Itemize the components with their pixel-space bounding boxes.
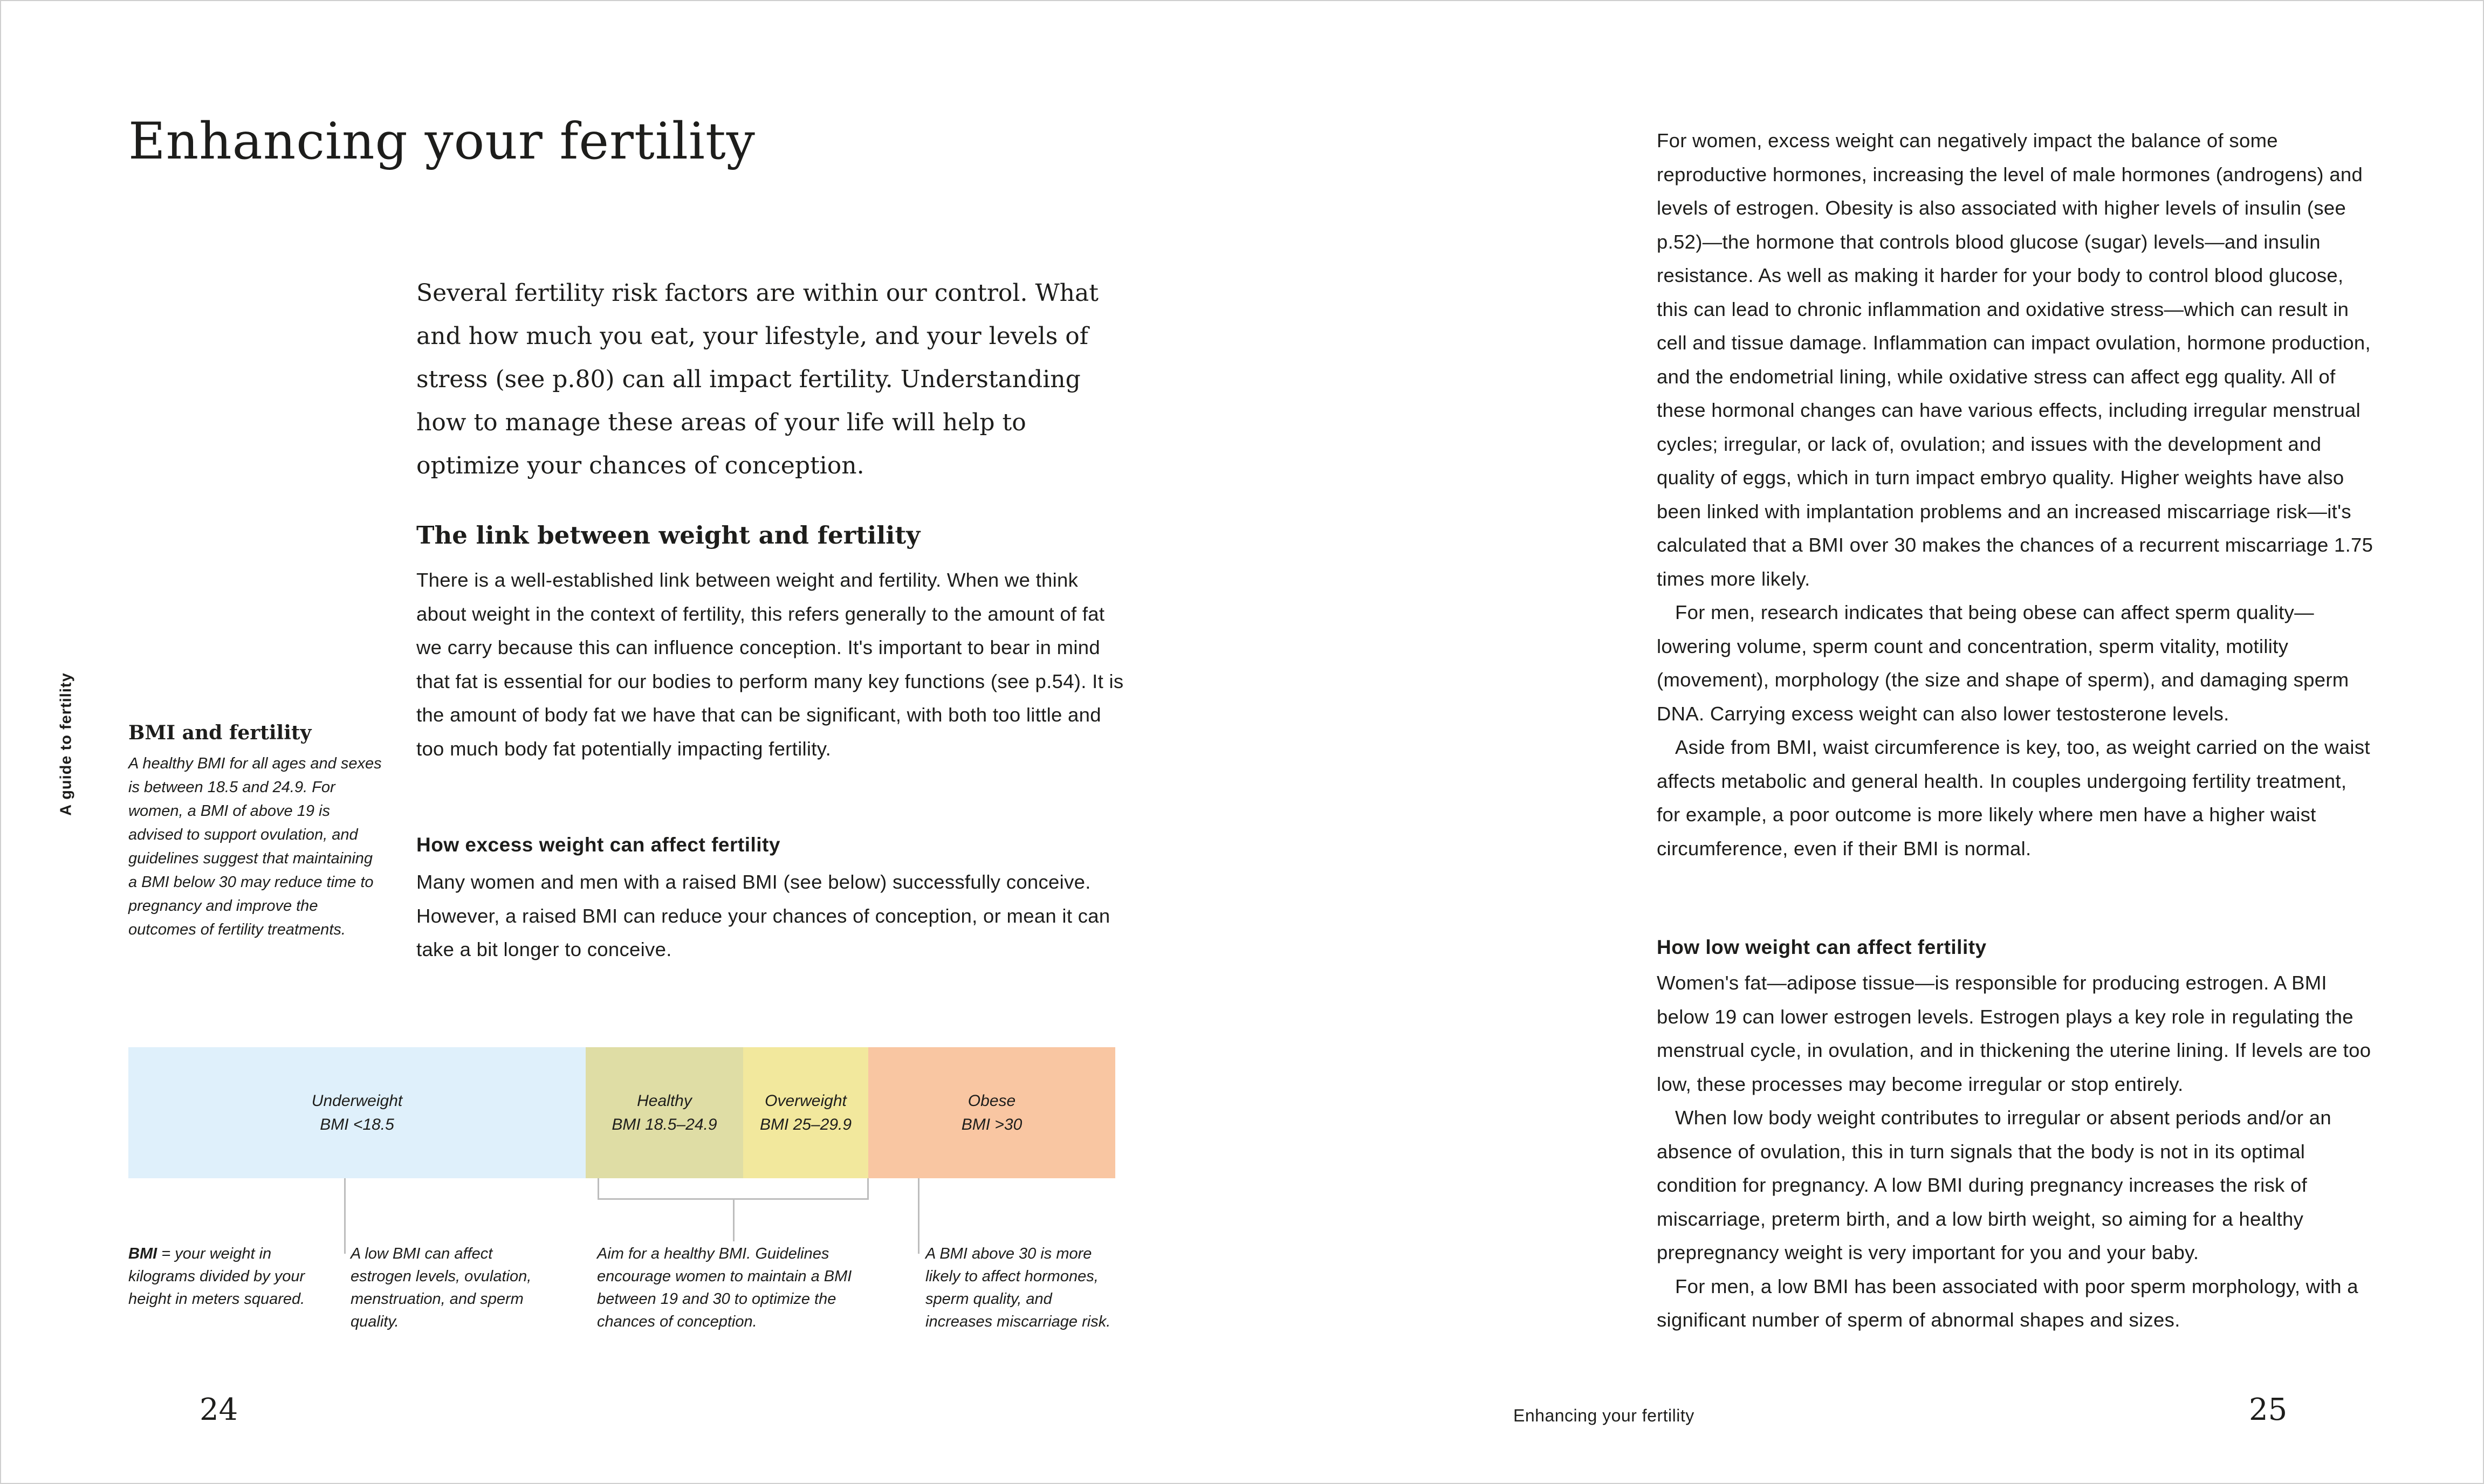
segment-name: Obese <box>967 1091 1016 1110</box>
right-column-bottom <box>1657 966 2374 1337</box>
bmi-segment-underweight <box>128 1047 586 1178</box>
connector-low <box>344 1178 346 1254</box>
side-tab-label: A guide to fertility <box>57 672 75 816</box>
segment-name: Overweight <box>765 1091 847 1110</box>
segment-name: Underweight <box>311 1091 403 1110</box>
running-footer: Enhancing your fertility <box>1513 1406 1694 1425</box>
segment-name: Healthy <box>637 1091 692 1110</box>
bmi-definition <box>128 1242 328 1310</box>
low-weight-paragraph-3: For men, a low BMI has been associated with poor sperm morphology, with a significant number of sperm of abnormal shapes and sizes. <box>1657 1275 2358 1331</box>
women-paragraph: For women, excess weight can negatively impact the balance of some reproductive hormones, increasing the level of male hormones (androgens) and levels of estrogen. Obesity is also associated with higher levels of insulin (see p.52)—the hormone that controls blood glucose (sugar) levels—and insulin resistance. As well as making it harder for your body to control blood glucose, this can lead to chronic inflammation and oxidative stress—which can result in cell and tissue damage. Inflammation can impact ovulation, hormone production, and the endometrial lining, while oxidative stress can affect egg quality. All of these hormonal changes can have various effects, including irregular menstrual cycles; irregular, or lack of, ovulation; and issues with the development and quality of eggs, which in turn impact embryo quality. Higher weights have also been linked with implantation problems and an increased miscarriage risk—it's calculated that a BMI over 30 makes the chances of a recurrent miscarriage 1.75 times more likely. <box>1657 129 2373 590</box>
page-number-left: 24 <box>200 1392 238 1427</box>
page-number-right: 25 <box>2249 1392 2288 1427</box>
right-column-top <box>1657 124 2374 865</box>
connector-healthy-left <box>598 1178 599 1200</box>
waist-paragraph: Aside from BMI, waist circumference is key, too, as weight carried on the waist affects metabolic and general health. In couples undergoing fertility treatment, for example, a poor outcome is more likely where men have a higher waist circumference, even if their BMI is normal. <box>1657 736 2370 860</box>
segment-range: BMI 25–29.9 <box>759 1115 852 1133</box>
connector-healthy-stem <box>733 1198 735 1241</box>
connector-healthy-right <box>867 1178 869 1200</box>
bmi-definition-text: = your weight in kilograms divided by your height in meters squared. <box>128 1245 305 1308</box>
note-healthy-bmi: Aim for a healthy BMI. Guidelines encourage women to maintain a BMI between 19 and 30 to optimize the chances of conception. <box>597 1245 852 1330</box>
sidebar-title: BMI and fertility <box>128 722 312 744</box>
bmi-segment-healthy <box>586 1047 743 1178</box>
excess-weight-heading: How excess weight can affect fertility <box>416 834 780 856</box>
bmi-term: BMI <box>128 1245 157 1262</box>
weight-link-paragraph: There is a well-established link between weight and fertility. When we think about weight in the context of fertility, this refers generally to the amount of fat we carry because this can influence conception. It's important to bear in mind that fat is essential for our bodies to perform many key functions (see p.54). It is the amount of body fat we have that can be significant, with both too little and too much body fat potentially impacting fertility. <box>416 569 1124 760</box>
segment-range: BMI >30 <box>961 1115 1023 1133</box>
note-high-bmi: A BMI above 30 is more likely to affect hormones, sperm quality, and increases miscarriage risk. <box>925 1245 1111 1330</box>
low-weight-heading: How low weight can affect fertility <box>1657 936 1987 958</box>
section-heading: The link between weight and fertility <box>416 521 921 549</box>
excess-weight-paragraph: Many women and men with a raised BMI (see below) successfully conceive. However, a raised BMI can reduce your chances of conception, or mean it can take a bit longer to conceive. <box>416 871 1110 960</box>
men-paragraph: For men, research indicates that being obese can affect sperm quality—lowering volume, sperm count and concentration, sperm vitality, motility (movement), morphology (the size and shape of sperm), and damaging sperm DNA. Carrying excess weight can also lower testosterone levels. <box>1657 601 2349 725</box>
bmi-segment-obese <box>868 1047 1115 1178</box>
low-weight-paragraph-1: Women's fat—adipose tissue—is responsible for producing estrogen. A BMI below 19 can lower estrogen levels. Estrogen plays a key role in regulating the menstrual cycle, in ovulation, and in thickening the uterine lining. If levels are too low, these processes may become irregular or stop entirely. <box>1657 972 2371 1095</box>
bmi-segment-overweight <box>743 1047 868 1178</box>
connector-high <box>918 1178 920 1254</box>
bmi-scale <box>128 1047 1115 1178</box>
side-tab <box>47 663 85 825</box>
segment-range: BMI <18.5 <box>320 1115 394 1133</box>
low-weight-paragraph-2: When low body weight contributes to irregular or absent periods and/or an absence of ovulation, this in turn signals that the body is not in its optimal condition for pregnancy. A low BMI during pregnancy increases the risk of miscarriage, preterm birth, and a low birth weight, so aiming for a healthy prepregnancy weight is very important for you and your baby. <box>1657 1107 2331 1263</box>
note-low-bmi: A low BMI can affect estrogen levels, ovulation, menstruation, and sperm quality. <box>351 1245 532 1330</box>
sidebar-text: A healthy BMI for all ages and sexes is between 18.5 and 24.9. For women, a BMI of above 19 is advised to support ovulation, and guidelines suggest that maintaining a BMI below 30 may reduce time to pregnancy and improve the outcomes of fertility treatments. <box>128 755 382 938</box>
intro-paragraph: Several fertility risk factors are within our control. What and how much you eat, your lifestyle, and your levels of stress (see p.80) can all impact fertility. Understanding how to manage these areas of your life will help to optimize your chances of conception. <box>416 279 1099 479</box>
segment-range: BMI 18.5–24.9 <box>612 1115 717 1133</box>
page-title: Enhancing your fertility <box>128 112 756 171</box>
